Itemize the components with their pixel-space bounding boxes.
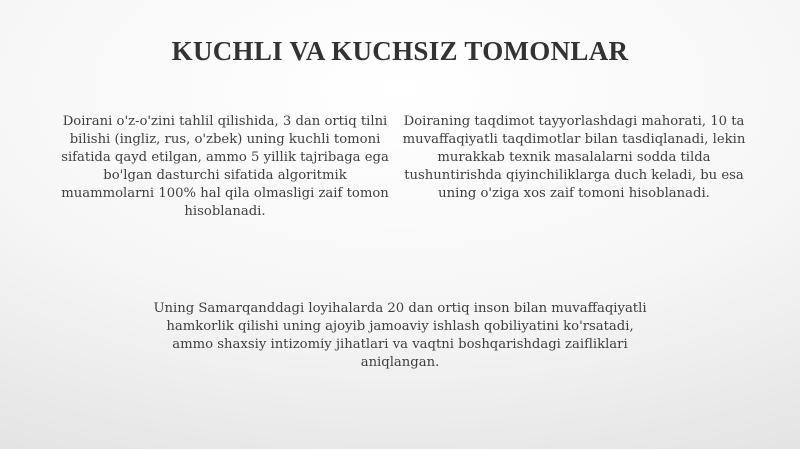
strengths-weaknesses-paragraph-right: Doiraning taqdimot tayyorlashdagi mahorati, 10 ta muvaffaqiyatli taqdimotlar bilan tasdiqlanadi, lekin murakkab texnik masalalarni sodda tilda tushuntirishda qiyinchiliklarga duch keladi, bu esa uning o'ziga xos zaif tomoni hisoblanadi. bbox=[402, 114, 746, 201]
strengths-weaknesses-paragraph-left: Doirani o'z-o'zini tahlil qilishida, 3 dan ortiq tilni bilishi (ingliz, rus, o'zbek) uning kuchli tomoni sifatida qayd etilgan, ammo 5 yillik tajribaga ega bo'lgan dasturchi sifatida algoritmik muammolarni 100% hal qila olmasligi zaif tomon hisoblanadi. bbox=[61, 114, 389, 219]
strengths-weaknesses-paragraph-bottom: Uning Samarqanddagi loyihalarda 20 dan ortiq inson bilan muvaffaqiyatli hamkorlik qilishi uning ajoyib jamoaviy ishlash qobiliyatini ko'rsatadi, ammo shaxsiy intizomiy jihatlari va vaqtni boshqarishdagi zaifliklari aniqlangan. bbox=[153, 301, 647, 370]
slide-title: KUCHLI VA KUCHSIZ TOMONLAR bbox=[171, 36, 629, 66]
